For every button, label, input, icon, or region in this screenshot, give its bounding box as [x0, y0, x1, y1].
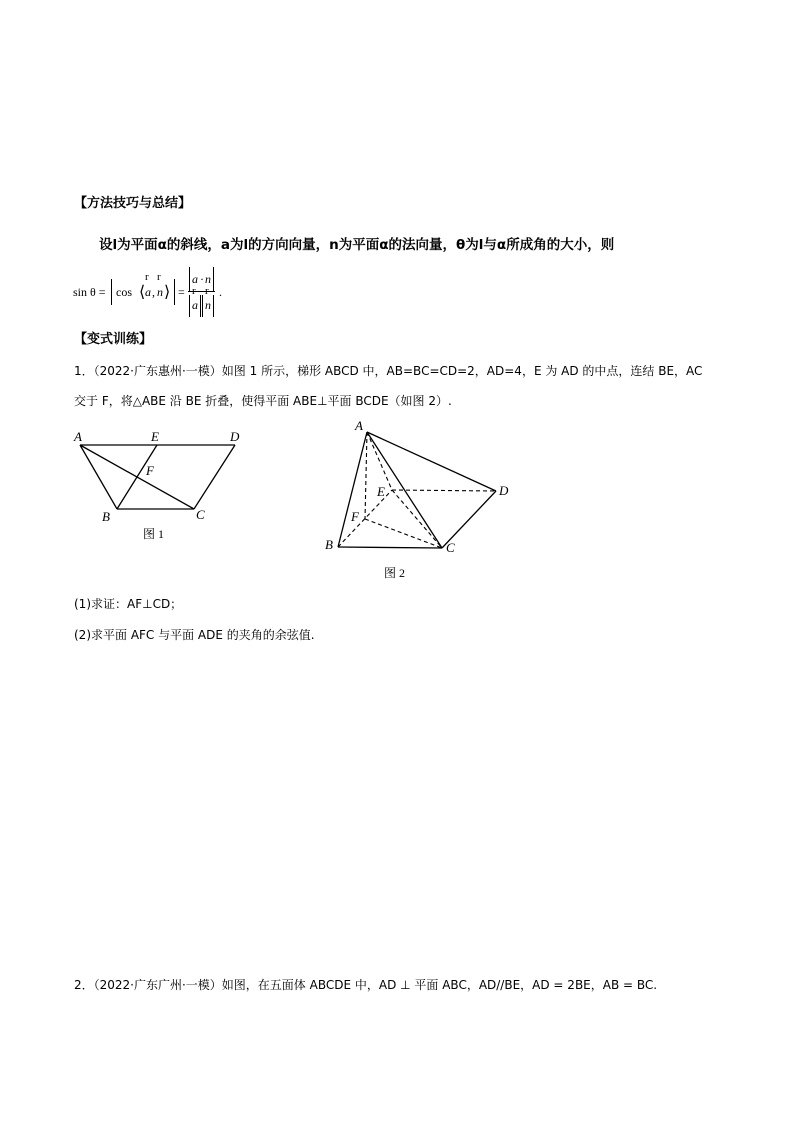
problem1-question2: (2)求平面 AFC 与平面 ADE 的夹角的余弦值. — [74, 628, 315, 642]
den-bar-3 — [202, 295, 203, 317]
edge-ED-hidden — [392, 490, 496, 491]
fig2-label-A: A — [355, 418, 363, 433]
formula-den-n: n — [205, 298, 211, 312]
fig2-label-C: C — [446, 540, 455, 555]
fig2-caption: 图 2 — [384, 566, 406, 580]
formula-den-a: a — [192, 298, 198, 312]
den-bar-2 — [200, 295, 201, 317]
fig2-label-E: E — [377, 484, 385, 499]
numerator-bar-left — [189, 267, 190, 291]
abs-bar-left — [111, 279, 112, 305]
formula-num-n: n — [205, 272, 211, 286]
problem1-line2: 交于 F，将△ABE 沿 BE 折叠，使得平面 ABE⊥平面 BCDE（如图 2）. — [74, 394, 452, 408]
formula-cos: cos — [116, 285, 132, 299]
angle-bracket-right: ⟩ — [164, 284, 171, 301]
edge-AB — [80, 445, 117, 509]
den-bar-1 — [189, 295, 190, 317]
formula-equals: = — [178, 285, 185, 299]
den-arrow-n: r — [205, 285, 209, 297]
formula-end: . — [219, 285, 222, 299]
fig2-label-F: F — [351, 509, 359, 524]
method-summary-heading: 【方法技巧与总结】 — [74, 196, 192, 211]
edge-BC — [338, 547, 442, 548]
edge-AB — [338, 432, 367, 547]
fig1-label-E: E — [151, 429, 159, 444]
formula-vec-n: n — [157, 285, 163, 299]
figure1-trapezoid — [70, 425, 260, 545]
method-summary-text: 设l为平面α的斜线，a为l的方向向量，n为平面α的法向量，θ为l与α所成角的大小，则 — [99, 237, 615, 253]
abs-bar-right — [174, 279, 175, 305]
formula-vec-a: a — [145, 285, 151, 299]
edge-AE-hidden — [367, 432, 392, 490]
problem1-question1: (1)求证：AF⊥CD； — [74, 597, 183, 611]
vector-arrow-a: r — [145, 271, 149, 283]
fig2-label-D: D — [499, 483, 509, 498]
formula-num-dot: · — [200, 272, 204, 286]
practice-heading: 【变式训练】 — [74, 332, 153, 347]
numerator-bar-right — [213, 267, 214, 291]
fig2-label-B: B — [325, 537, 333, 552]
sine-angle-formula — [73, 265, 243, 321]
edge-EC-hidden — [392, 490, 442, 548]
fig1-caption: 图 1 — [143, 527, 165, 541]
fig1-label-F: F — [146, 463, 154, 478]
fig1-label-A: A — [74, 429, 82, 444]
angle-bracket-left: ⟨ — [139, 284, 146, 301]
formula-lhs: sin θ = — [73, 285, 106, 299]
fig1-label-D: D — [230, 429, 240, 444]
den-arrow-a: r — [192, 285, 196, 297]
fig1-label-B: B — [102, 509, 110, 524]
figure2-pyramid — [318, 415, 518, 585]
fig1-label-C: C — [196, 507, 205, 522]
formula-comma: , — [152, 285, 155, 299]
den-bar-4 — [213, 295, 214, 317]
edge-CD — [194, 445, 235, 509]
edge-AF-hidden — [365, 432, 367, 519]
edge-FC-hidden — [365, 519, 442, 548]
formula-num-a: a — [192, 272, 198, 286]
problem1-line1: 1．（2022·广东惠州·一模）如图 1 所示，梯形 ABCD 中，AB=BC=CD=2，AD=4，E 为 AD 的中点，连结 BE，AC — [74, 364, 703, 378]
problem2-line1: 2．（2022·广东广州·一模）如图，在五面体 ABCDE 中，AD ⊥ 平面 ABC，AD//BE，AD = 2BE，AB = BC. — [74, 978, 658, 992]
vector-arrow-n: r — [157, 271, 161, 283]
